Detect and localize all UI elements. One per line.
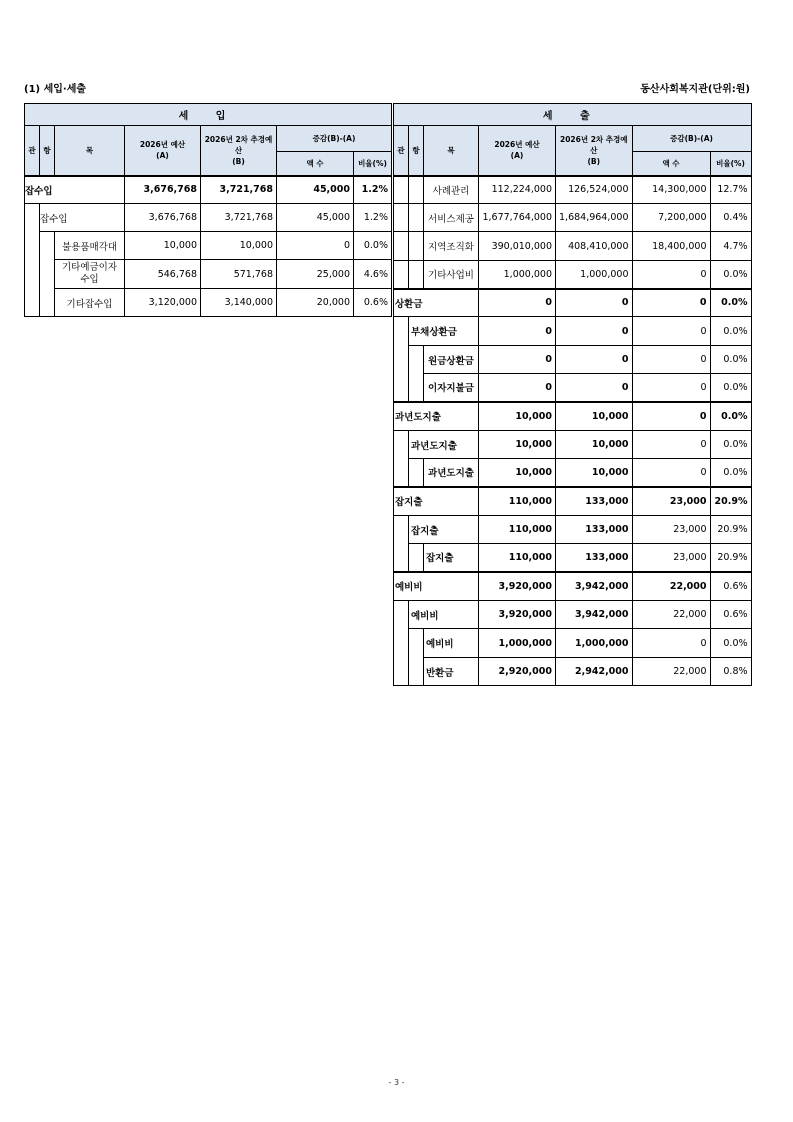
table-row	[394, 317, 752, 346]
cell-diff: 0	[632, 431, 710, 459]
cell-diff: 0	[632, 261, 710, 289]
org-unit-label: 동산사회복지관(단위:원)	[640, 84, 750, 95]
col-amount: 액 수	[632, 152, 710, 176]
cell-revised: 571,768	[201, 260, 277, 289]
table-row	[394, 487, 752, 516]
expense-table	[393, 103, 752, 686]
cell-ratio: 4.7%	[710, 232, 751, 261]
row-label: 반환금	[424, 658, 479, 686]
table-row	[394, 516, 752, 544]
row-label: 원금상환금	[424, 346, 479, 374]
row-label: 과년도지출	[409, 431, 479, 459]
cell-budget: 3,120,000	[125, 289, 201, 317]
cell-revised: 2,942,000	[556, 658, 633, 686]
cell-diff: 0	[632, 402, 710, 431]
col-gwan: 관	[394, 126, 409, 176]
cell-diff: 0	[632, 374, 710, 402]
cell-revised: 133,000	[556, 487, 633, 516]
cell-diff: 20,000	[277, 289, 354, 317]
cell-ratio: 0.0%	[710, 431, 751, 459]
cell-budget: 0	[479, 374, 556, 402]
cell-revised: 3,721,768	[201, 176, 277, 204]
row-label: 기타사업비	[424, 261, 479, 289]
cell-diff: 45,000	[277, 176, 354, 204]
cell-revised: 126,524,000	[556, 176, 633, 204]
cell-budget: 2,920,000	[479, 658, 556, 686]
col-revised: 2026년 2차 추경예산 (B)	[556, 126, 633, 176]
row-label: 과년도지출	[424, 459, 479, 487]
col-hang: 항	[409, 126, 424, 176]
cell-ratio: 0.0%	[354, 232, 392, 260]
cell-ratio: 12.7%	[710, 176, 751, 204]
cell-budget: 546,768	[125, 260, 201, 289]
table-row	[394, 176, 752, 204]
row-label: 잡지출	[424, 544, 479, 572]
row-label: 서비스제공	[424, 204, 479, 232]
cell-diff: 0	[632, 346, 710, 374]
cell-revised: 1,000,000	[556, 261, 633, 289]
cell-diff: 0	[277, 232, 354, 260]
cell-ratio: 4.6%	[354, 260, 392, 289]
cell-budget: 1,677,764,000	[479, 204, 556, 232]
col-mok: 목	[55, 126, 125, 176]
table-row	[25, 176, 392, 204]
cell-ratio: 0.0%	[710, 459, 751, 487]
cell-revised: 0	[556, 289, 633, 317]
col-ratio: 비율(%)	[710, 152, 751, 176]
row-label: 상환금	[394, 289, 479, 317]
row-label: 불용품매각대	[55, 232, 125, 260]
section-title: (1) 세입·세출	[24, 84, 87, 95]
col-diff: 증감(B)-(A)	[277, 126, 392, 152]
cell-diff: 23,000	[632, 544, 710, 572]
table-row	[394, 629, 752, 658]
cell-revised: 3,140,000	[201, 289, 277, 317]
table-row	[394, 572, 752, 601]
cell-ratio: 0.0%	[710, 289, 751, 317]
cell-budget: 110,000	[479, 516, 556, 544]
cell-budget: 3,920,000	[479, 572, 556, 601]
cell-revised: 10,000	[556, 431, 633, 459]
col-budget: 2026년 예산 (A)	[125, 126, 201, 176]
cell-ratio: 0.0%	[710, 261, 751, 289]
cell-ratio: 0.0%	[710, 402, 751, 431]
cell-ratio: 0.8%	[710, 658, 751, 686]
expense-title: 세 출	[394, 104, 752, 126]
col-ratio: 비율(%)	[354, 152, 392, 176]
col-gwan: 관	[25, 126, 40, 176]
col-mok: 목	[424, 126, 479, 176]
cell-diff: 22,000	[632, 658, 710, 686]
row-label: 사례관리	[424, 176, 479, 204]
table-row	[394, 204, 752, 232]
cell-revised: 10,000	[556, 402, 633, 431]
row-label: 예비비	[409, 601, 479, 629]
cell-budget: 0	[479, 317, 556, 346]
page-number: - 3 -	[388, 1078, 405, 1087]
cell-diff: 0	[632, 459, 710, 487]
cell-ratio: 0.4%	[710, 204, 751, 232]
cell-budget: 10,000	[125, 232, 201, 260]
col-revised: 2026년 2차 추경예산 (B)	[201, 126, 277, 176]
row-label: 잡수입	[40, 204, 125, 232]
cell-budget: 0	[479, 346, 556, 374]
row-label: 기타예금이자 수입	[55, 260, 125, 289]
col-amount: 액 수	[277, 152, 354, 176]
row-label: 기타잡수입	[55, 289, 125, 317]
cell-budget: 110,000	[479, 544, 556, 572]
cell-diff: 14,300,000	[632, 176, 710, 204]
cell-diff: 0	[632, 289, 710, 317]
row-label: 잡수입	[25, 176, 125, 204]
table-row	[394, 459, 752, 487]
table-row	[394, 232, 752, 261]
cell-ratio: 0.0%	[710, 374, 751, 402]
cell-revised: 10,000	[201, 232, 277, 260]
cell-budget: 0	[479, 289, 556, 317]
cell-diff: 22,000	[632, 601, 710, 629]
cell-revised: 1,000,000	[556, 629, 633, 658]
cell-ratio: 0.0%	[710, 317, 751, 346]
col-budget: 2026년 예산 (A)	[479, 126, 556, 176]
cell-budget: 110,000	[479, 487, 556, 516]
row-label: 예비비	[424, 629, 479, 658]
cell-ratio: 20.9%	[710, 516, 751, 544]
cell-diff: 18,400,000	[632, 232, 710, 261]
cell-budget: 1,000,000	[479, 261, 556, 289]
cell-ratio: 1.2%	[354, 176, 392, 204]
table-row	[394, 289, 752, 317]
cell-ratio: 0.6%	[710, 601, 751, 629]
cell-diff: 45,000	[277, 204, 354, 232]
table-row	[394, 346, 752, 374]
cell-revised: 3,942,000	[556, 572, 633, 601]
cell-budget: 390,010,000	[479, 232, 556, 261]
row-label: 잡지출	[394, 487, 479, 516]
cell-ratio: 20.9%	[710, 544, 751, 572]
cell-budget: 3,920,000	[479, 601, 556, 629]
cell-revised: 0	[556, 346, 633, 374]
table-row	[394, 374, 752, 402]
row-label: 과년도지출	[394, 402, 479, 431]
cell-budget: 10,000	[479, 431, 556, 459]
cell-revised: 0	[556, 317, 633, 346]
row-label: 이자지불금	[424, 374, 479, 402]
revenue-table	[24, 103, 392, 317]
cell-ratio: 0.6%	[354, 289, 392, 317]
cell-ratio: 0.0%	[710, 629, 751, 658]
cell-revised: 0	[556, 374, 633, 402]
row-label: 지역조직화	[424, 232, 479, 261]
cell-budget: 1,000,000	[479, 629, 556, 658]
cell-ratio: 0.0%	[710, 346, 751, 374]
cell-diff: 22,000	[632, 572, 710, 601]
table-row	[394, 431, 752, 459]
cell-budget: 3,676,768	[125, 204, 201, 232]
cell-revised: 1,684,964,000	[556, 204, 633, 232]
row-label: 예비비	[394, 572, 479, 601]
cell-revised: 10,000	[556, 459, 633, 487]
cell-revised: 3,721,768	[201, 204, 277, 232]
cell-budget: 10,000	[479, 459, 556, 487]
table-row	[394, 544, 752, 572]
cell-revised: 133,000	[556, 516, 633, 544]
cell-diff: 0	[632, 629, 710, 658]
col-diff: 증감(B)-(A)	[632, 126, 751, 152]
cell-diff: 23,000	[632, 516, 710, 544]
table-row	[25, 204, 392, 232]
cell-ratio: 0.6%	[710, 572, 751, 601]
col-hang: 항	[40, 126, 55, 176]
table-row	[25, 232, 392, 260]
cell-diff: 0	[632, 317, 710, 346]
revenue-title: 세 입	[25, 104, 392, 126]
table-row	[25, 260, 392, 289]
cell-budget: 3,676,768	[125, 176, 201, 204]
cell-budget: 10,000	[479, 402, 556, 431]
table-row	[394, 261, 752, 289]
cell-budget: 112,224,000	[479, 176, 556, 204]
row-label: 잡지출	[409, 516, 479, 544]
table-row	[394, 658, 752, 686]
cell-diff: 7,200,000	[632, 204, 710, 232]
cell-ratio: 20.9%	[710, 487, 751, 516]
cell-diff: 23,000	[632, 487, 710, 516]
cell-revised: 408,410,000	[556, 232, 633, 261]
table-row	[394, 402, 752, 431]
cell-ratio: 1.2%	[354, 204, 392, 232]
table-row	[394, 601, 752, 629]
row-label: 부채상환금	[409, 317, 479, 346]
cell-diff: 25,000	[277, 260, 354, 289]
table-row	[25, 289, 392, 317]
cell-revised: 3,942,000	[556, 601, 633, 629]
cell-revised: 133,000	[556, 544, 633, 572]
